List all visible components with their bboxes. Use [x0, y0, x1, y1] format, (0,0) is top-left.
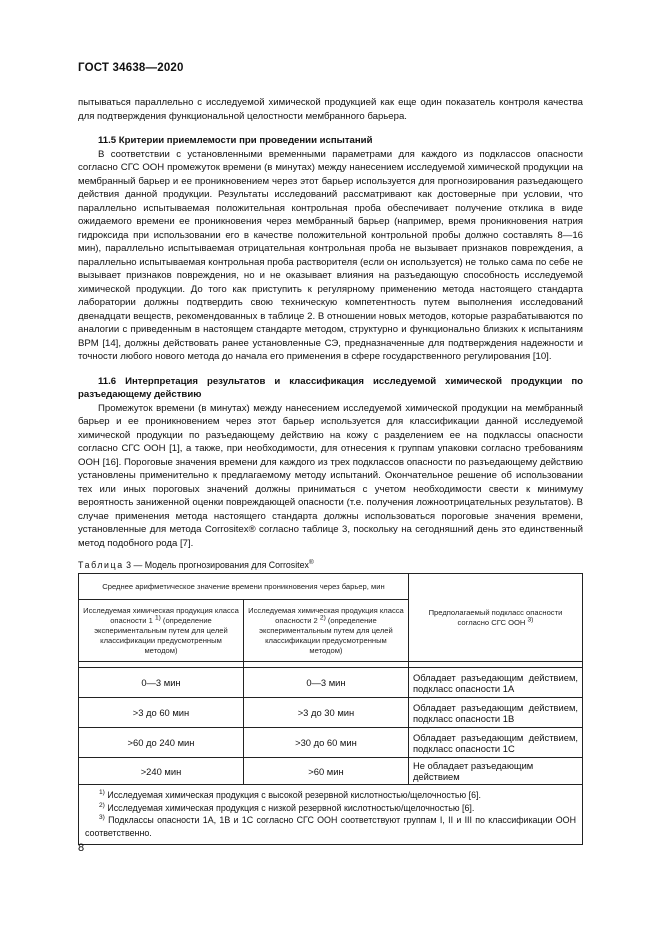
- section-11-5-body: В соответствии с установленными временными параметрами для каждого из подклассов опасности согласно СГС ООН промежуток времени (в минутах) между нанесением исследуемой химической продукции на мембранный барьер и ее проникновением через этот барьер используется для прогнозирования разъедающего действия данной продукции. Результаты исследований рассматривают как достоверные при условии, что параллельно испытываемая положительная контрольная проба обеспечивает получение отклика в виде ожидаемого времени ее проникновения через мембранный барьер (например, время проникновения натрия гидроксида при использовании его в качестве положительной контрольной пробы должно составлять 8—16 мин), параллельно испытываемая отрицательная контрольная проба не вызывает признаков повреждения, а параллельно испытываемая контрольная проба растворителя (если он используется) не только сама по себе не вызывает признаков повреждения, но и не оказывает влияния на разъедающую способность исследуемой химической продукции. До того как приступить к регулярному применению метода настоящего стандарта лаборатории должны подтвердить свою техническую компетентность путем выполнения исследований двенадцати веществ, рекомендованных в таблице 2. В отношении новых методов, которые разрабатываются по аналогии с приведенным в настоящем стандарте методом, структурно и функционально близких к испытаниям ВРМ [14], должны действовать ранее установленные СЭ, предназначенные для подтверждения надежности и точности любого нового метода до начала его применения в сфере государственного регулирования [10].: [78, 148, 584, 362]
- prediction-table: [78, 573, 583, 845]
- page-body: [78, 96, 583, 550]
- section-11-6-heading: 11.6 Интерпретация результатов и классификация исследуемой химической продукции по разъедающему действию: [78, 375, 583, 400]
- table-note-1: $^{1)}$ Исследуемая химическая продукция с высокой резервной кислотностью/щелочностью [6].: [99, 789, 481, 800]
- table-head-col1: Исследуемая химическая продукция класса опасности 1 $^{1)}$ (определение экспериментальным путем для целей классификации предусмотренным методом): [79, 600, 244, 662]
- table-row: >3 до 60 мин >3 до 30 мин Обладает разъедающим действием, подкласс опасности 1В: [79, 698, 583, 728]
- section-11-6-body: Промежуток времени (в минутах) между нанесением исследуемой химической продукции на мембранный барьер и ее проникновением через этот барьер используется для классификации данной исследуемой химической продукции по разъедающему действию на кожу с разделением ее на подклассы опасности согласно СГС ООН [1], а также, при необходимости, для отнесения к группам упаковки согласно требованиям ООН [16]. Пороговые значения времени для каждого из трех подклассов опасности по разъедающему действию установлены применительно к предлагаемому методу испытаний. Окончательное решение об использовании тех или иных пороговых значений должны приниматься с учетом необходимости свести к минимуму вероятность заниженной оценки повреждающей опасности (т.е. получения ложноотрицательных результатов). В случае применения метода настоящего стандарта должны использоваться пороговые значения времени, установленные для метода Corrositex® согласно таблице 3, поскольку на сегодняшний день это единственный метод подобного рода [7].: [78, 402, 583, 549]
- table-note-2: $^{2)}$ Исследуемая химическая продукция с низкой резервной кислотностью/щелочностью [6].: [99, 801, 475, 813]
- table-caption: Таблица 3 — Модель прогнозирования для Corrositex®: [78, 559, 314, 570]
- table-notes: [79, 785, 583, 845]
- intro-paragraph: пытываться параллельно с исследуемой химической продукцией как еще один показатель контроля качества для подтверждения функциональной целостности мембранного барьера.: [78, 97, 583, 122]
- section-11-5-heading: 11.5 Критерии приемлемости при проведении испытаний: [98, 135, 373, 146]
- table-row: >240 мин >60 мин Не обладает разъедающим действием: [79, 758, 583, 785]
- table-row: >60 до 240 мин >30 до 60 мин Обладает разъедающим действием, подкласс опасности 1С: [79, 728, 583, 758]
- table-head-col2: Исследуемая химическая продукция класса опасности 2 $^{2)}$ (определение экспериментальным путем для целей классификации предусмотренным методом): [243, 600, 408, 662]
- table-head-span: Среднее арифметическое значение времени проникновения через барьер, мин: [79, 574, 409, 600]
- document-header: ГОСТ 34638—2020: [78, 62, 184, 74]
- table-head-col3: Предполагаемый подкласс опасности согласно СГС ООН $^{3)}$: [408, 574, 582, 662]
- table-row: 0—3 мин 0—3 мин Обладает разъедающим действием, подкласс опасности 1А: [79, 668, 583, 698]
- page-number: 8: [78, 842, 85, 854]
- table-note-3: $^{3)}$ Подклассы опасности 1А, 1В и 1С согласно СГС ООН соответствуют группам I, II и III по классификации ООН соответственно.: [85, 814, 576, 838]
